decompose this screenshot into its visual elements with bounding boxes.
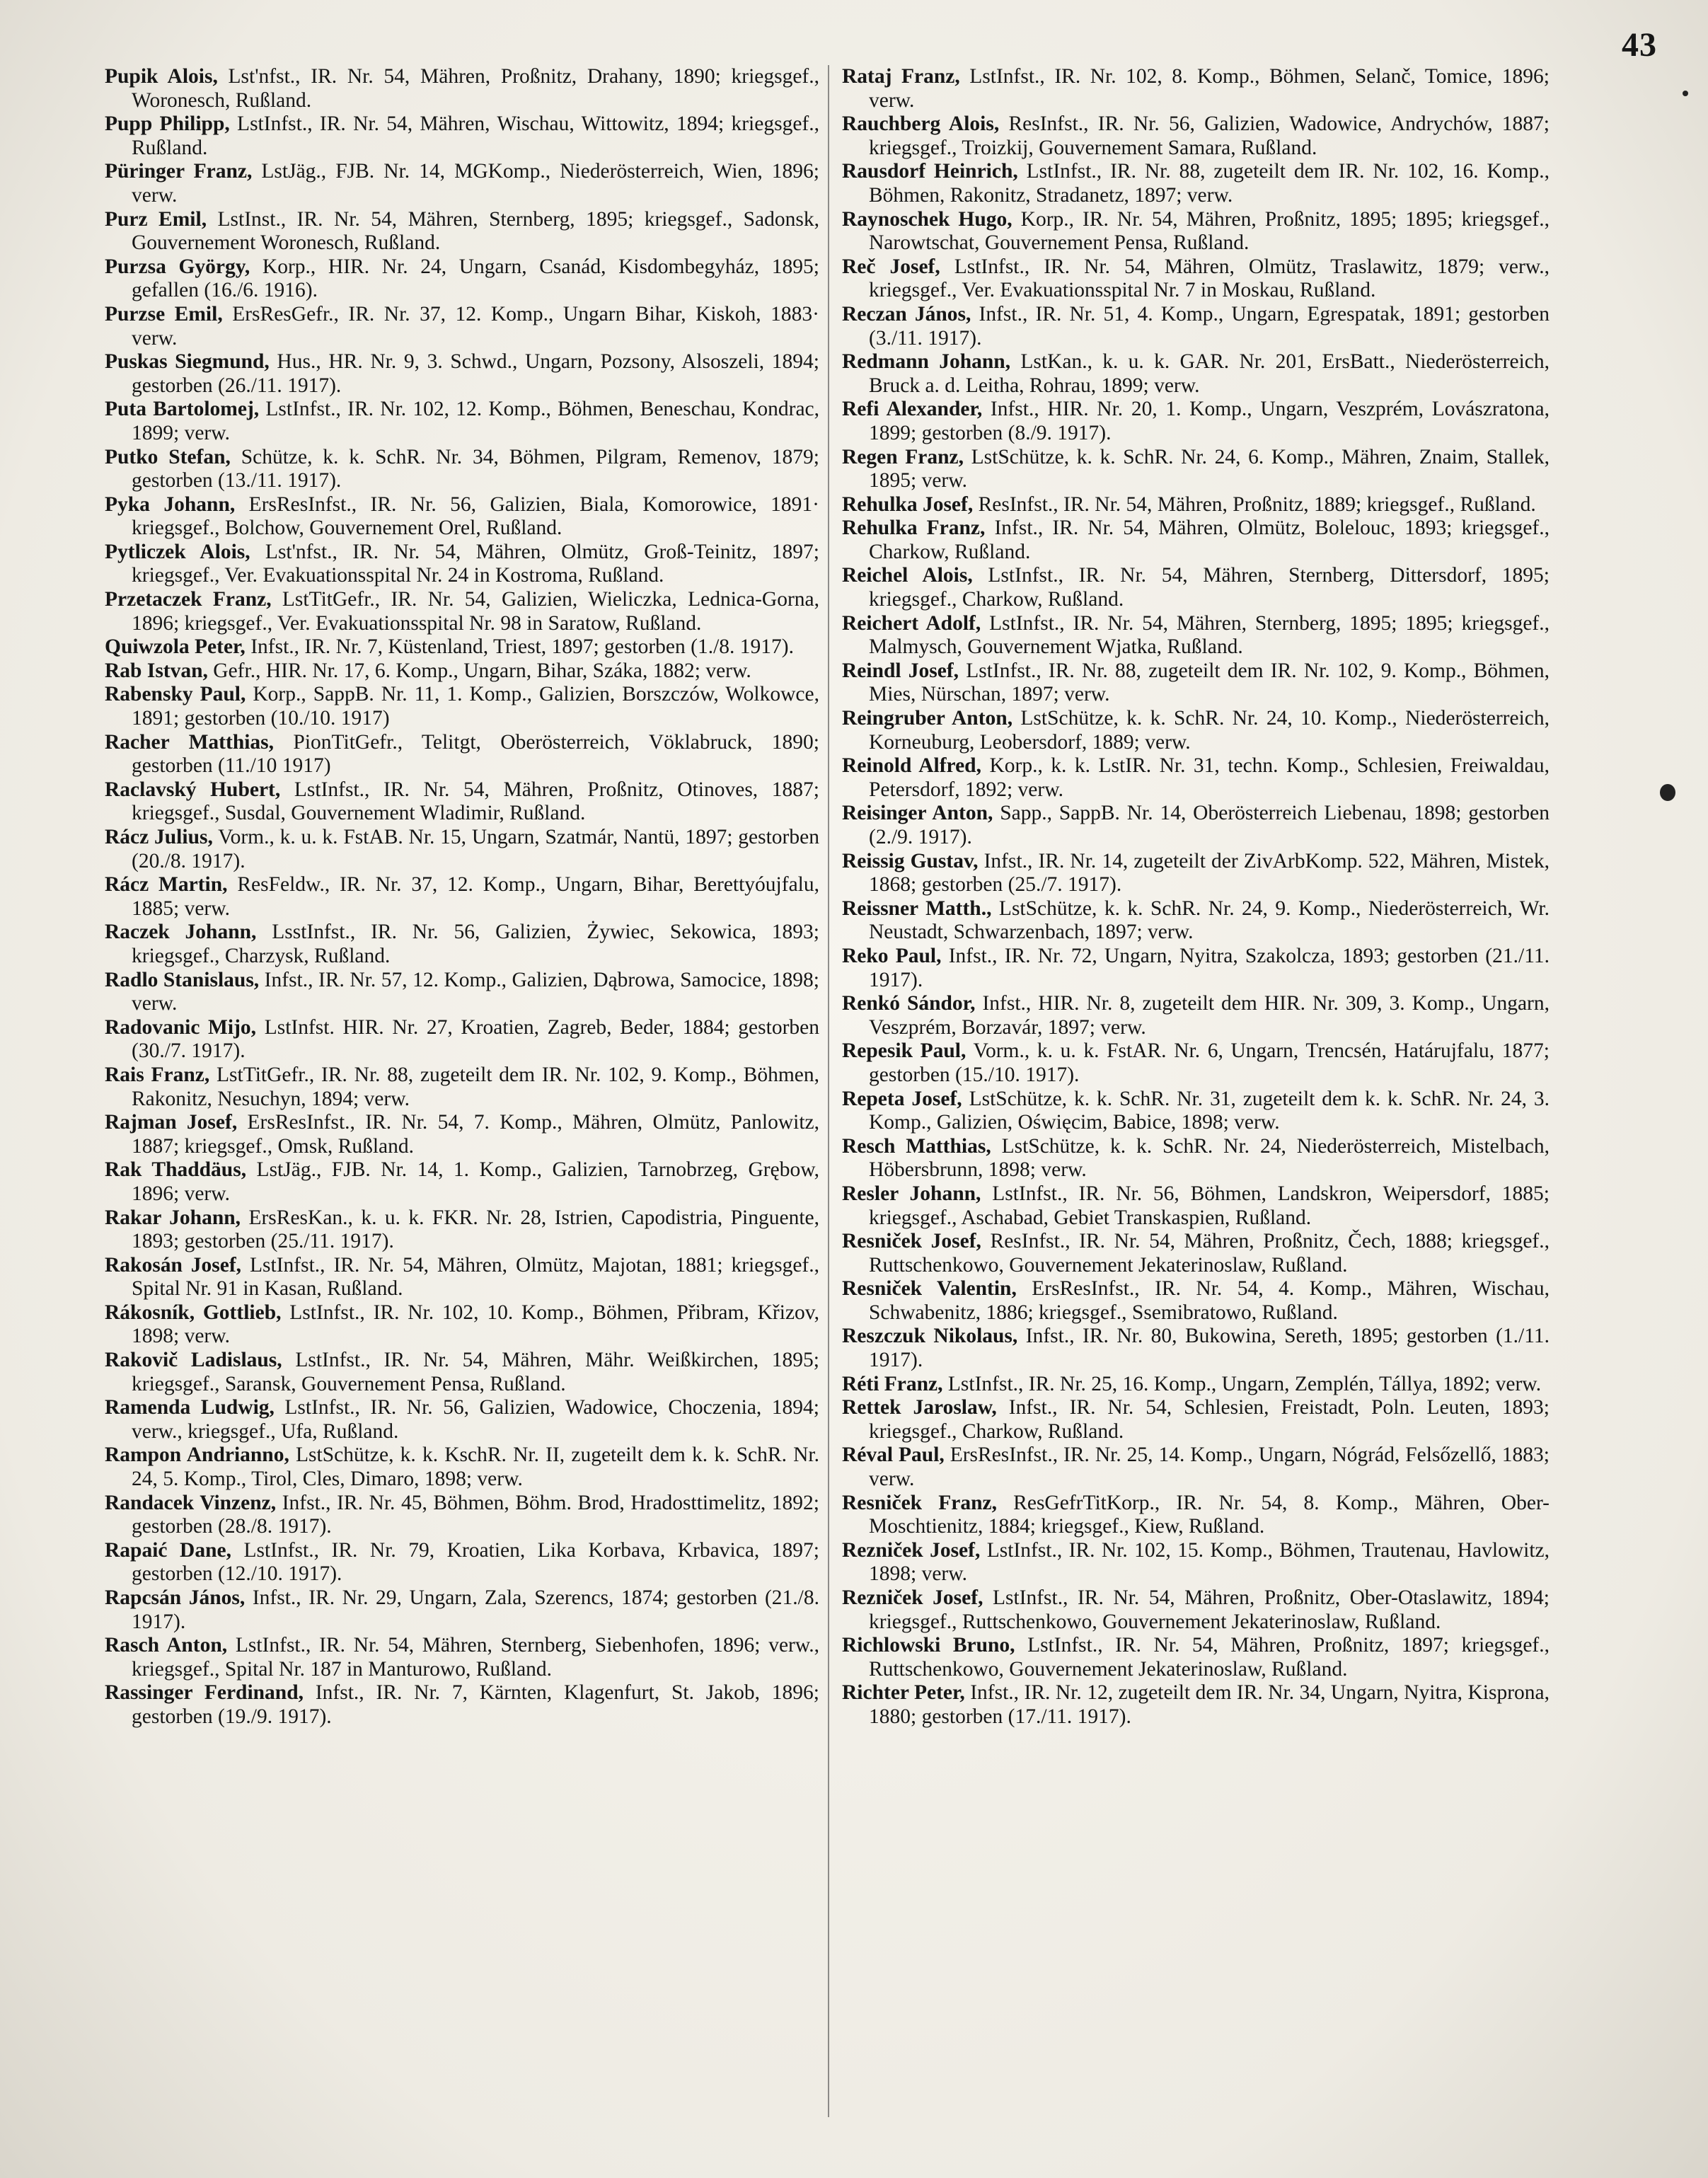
entry-name: Rácz Julius, <box>105 826 213 848</box>
entry-name: Renkó Sándor, <box>842 992 976 1015</box>
entry-name: Pytliczek Alois, <box>105 540 250 563</box>
register-entry <box>842 1634 1550 1681</box>
entry-name: Rakosán Josef, <box>105 1253 242 1277</box>
register-entry <box>105 1111 819 1158</box>
entry-name: Reissner Matth., <box>842 897 992 920</box>
entry-details: Infst., IR. Nr. 45, Böhmen, Böhm. Brod, Hradosttimelitz, 1892; gestorben (28./8. 1917). <box>132 1491 819 1538</box>
entry-details: ResInfst., IR. Nr. 54, Mähren, Proßnitz, 1889; kriegsgef., Rußland. <box>973 492 1536 516</box>
entry-name: Rapaić Dane, <box>105 1538 231 1562</box>
register-entry <box>105 969 819 1016</box>
entry-details: Korp., IR. Nr. 54, Mähren, Proßnitz, 1895; 1895; kriegsgef., Narowtschat, Gouvernement Pensa, Rußland. <box>869 207 1550 255</box>
entry-name: Rácz Martin, <box>105 873 228 897</box>
entry-details: PionTitGefr., Telitgt, Oberösterreich, Vöklabruck, 1890; gestorben (11./10 1917) <box>132 730 819 778</box>
entry-name: Rajman Josef, <box>105 1111 238 1134</box>
entry-details: Gefr., HIR. Nr. 17, 6. Komp., Ungarn, Bihar, Száka, 1882; verw. <box>207 659 751 682</box>
entry-name: Purzse Emil, <box>105 302 223 325</box>
register-entry <box>842 897 1550 945</box>
entry-details: ErsResInfst., IR. Nr. 56, Galizien, Biala, Komorowice, 1891· kriegsgef., Bolchow, Gouvernement Orel, Rußland. <box>132 492 819 540</box>
entry-name: Resniček Josef, <box>842 1230 981 1253</box>
entry-name: Rausdorf Heinrich, <box>842 160 1018 183</box>
entry-name: Putko Stefan, <box>105 445 231 468</box>
register-entry <box>842 850 1550 897</box>
left-column <box>105 65 819 1729</box>
register-entry <box>842 1277 1550 1325</box>
entry-name: Reichel Alois, <box>842 564 973 587</box>
entry-details: LstInfst., IR. Nr. 88, zugeteilt dem IR. Nr. 102, 16. Komp., Böhmen, Rakonitz, Stradanetz, 1897; verw. <box>869 160 1550 207</box>
entry-details: Infst., IR. Nr. 51, 4. Komp., Ungarn, Egrespatak, 1891; gestorben (3./11. 1917). <box>869 302 1550 350</box>
entry-name: Rákosník, Gottlieb, <box>105 1301 282 1324</box>
entry-details: LstInfst., IR. Nr. 102, 10. Komp., Böhmen, Přibram, Křizov, 1898; verw. <box>132 1301 820 1348</box>
register-entry <box>842 446 1550 493</box>
entry-name: Randacek Vinzenz, <box>105 1491 277 1514</box>
register-entry <box>842 1182 1550 1230</box>
entry-name: Réval Paul, <box>842 1444 945 1467</box>
entry-details: LstInfst., IR. Nr. 54, Mähren, Sternberg, Dittersdorf, 1895; kriegsgef., Charkow, Rußland. <box>869 564 1550 611</box>
entry-name: Radlo Stanislaus, <box>105 968 260 991</box>
register-entry <box>105 635 819 659</box>
entry-name: Reczan János, <box>842 302 971 325</box>
entry-name: Rapcsán János, <box>105 1586 246 1609</box>
register-entry <box>842 564 1550 611</box>
entry-details: LstInfst. HIR. Nr. 27, Kroatien, Zagreb, Beder, 1884; gestorben (30./7. 1917). <box>132 1015 819 1063</box>
entry-name: Rehulka Josef, <box>842 492 974 516</box>
entry-name: Reingruber Anton, <box>842 707 1013 730</box>
register-entry <box>105 1349 819 1396</box>
entry-details: LstInfst., IR. Nr. 25, 16. Komp., Ungarn, Zemplén, Tállya, 1892; verw. <box>942 1372 1542 1395</box>
register-entry <box>105 873 819 921</box>
entry-name: Resler Johann, <box>842 1182 981 1205</box>
entry-name: Resniček Franz, <box>842 1491 997 1514</box>
entry-name: Redmann Johann, <box>842 350 1011 374</box>
entry-details: ErsResKan., k. u. k. FKR. Nr. 28, Istrien, Capodistria, Pinguente, 1893; gestorben (25./11. 1917). <box>132 1206 819 1253</box>
entry-name: Puskas Siegmund, <box>105 350 270 374</box>
entry-details: LstTitGefr., IR. Nr. 54, Galizien, Wieliczka, Lednica-Gorna, 1896; kriegsgef., Ver. Evakuationsspital Nr. 98 in Saratow, Rußland. <box>132 588 819 635</box>
register-entry <box>105 398 819 445</box>
entry-details: LstInfst., IR. Nr. 54, Mähren, Proßnitz, 1897; kriegsgef., Ruttschenkowo, Gouvernement Jekaterinoslaw, Rußland. <box>869 1634 1550 1681</box>
entry-details: LstInfst., IR. Nr. 54, Mähren, Wischau, Wittowitz, 1894; kriegsgef., Rußland. <box>132 113 819 159</box>
entry-details: LstJäg., FJB. Nr. 14, 1. Komp., Galizien, Tarnobrzeg, Grębow, 1896; verw. <box>132 1158 819 1205</box>
page-number: 43 <box>1622 26 1657 64</box>
entry-details: Korp., SappB. Nr. 11, 1. Komp., Galizien, Borszczów, Wolkowce, 1891; gestorben (10./10. 1917) <box>132 683 819 730</box>
entry-details: LstInfst., IR. Nr. 56, Galizien, Wadowice, Choczenia, 1894; verw., kriegsgef., Ufa, Rußland. <box>132 1396 819 1443</box>
register-entry <box>105 826 819 873</box>
entry-details: LstInfst., IR. Nr. 54, Mähren, Proßnitz, Ober-Otaslawitz, 1894; kriegsgef., Ruttschenkowo, Gouvernement Jekaterinoslaw, Rußland. <box>869 1586 1550 1633</box>
entry-details: LstInfst., IR. Nr. 79, Kroatien, Lika Korbava, Krbavica, 1897; gestorben (12./10. 1917). <box>132 1538 819 1586</box>
entry-name: Rataj Franz, <box>842 65 960 88</box>
register-entry <box>105 541 819 588</box>
register-entry <box>842 707 1550 754</box>
entry-details: Infst., HIR. Nr. 8, zugeteilt dem HIR. Nr. 309, 3. Komp., Ungarn, Veszprém, Borzavár, 1897; verw. <box>869 992 1550 1039</box>
entry-details: LstInst., IR. Nr. 54, Mähren, Sternberg, 1895; kriegsgef., Sadonsk, Gouvernement Woronesch, Rußland. <box>132 207 820 255</box>
entry-details: Infst., IR. Nr. 54, Mähren, Olmütz, Bolelouc, 1893; kriegsgef., Charkow, Rußland. <box>869 517 1550 563</box>
register-entry <box>105 208 819 255</box>
register-entry <box>842 208 1550 255</box>
register-entry <box>105 731 819 778</box>
entry-name: Reindl Josef, <box>842 659 959 682</box>
entry-name: Repeta Josef, <box>842 1087 962 1110</box>
entry-details: LstSchütze, k. k. SchR. Nr. 24, 10. Komp., Niederösterreich, Korneuburg, Leobersdorf, 1889; verw. <box>869 707 1550 754</box>
entry-name: Rezniček Josef, <box>842 1538 981 1562</box>
register-entry <box>842 754 1550 802</box>
register-entry <box>842 113 1550 160</box>
entry-details: Infst., IR. Nr. 57, 12. Komp., Galizien, Dąbrowa, Samocice, 1898; verw. <box>132 968 820 1015</box>
entry-details: ResInfst., IR. Nr. 54, Mähren, Proßnitz, Čech, 1888; kriegsgef., Ruttschenkowo, Gouvernement Jekaterinoslaw, Rußland. <box>869 1230 1550 1277</box>
register-entry <box>105 1492 819 1539</box>
register-entry <box>842 612 1550 659</box>
register-entry <box>105 1681 819 1729</box>
register-entry <box>105 1539 819 1586</box>
register-entry <box>105 1444 819 1491</box>
entry-details: LstSchütze, k. k. SchR. Nr. 24, Niederösterreich, Mistelbach, Höbersbrunn, 1898; verw. <box>869 1134 1550 1182</box>
entry-details: LstInfst., IR. Nr. 102, 12. Komp., Böhmen, Beneschau, Kondrac, 1899; verw. <box>132 398 819 444</box>
entry-name: Reko Paul, <box>842 944 942 967</box>
entry-name: Quiwzola Peter, <box>105 635 246 659</box>
register-entry <box>105 1158 819 1206</box>
entry-name: Reissig Gustav, <box>842 849 979 872</box>
register-entry <box>105 350 819 398</box>
entry-details: ErsResGefr., IR. Nr. 37, 12. Komp., Ungarn Bihar, Kiskoh, 1883· verw. <box>132 302 819 350</box>
entry-name: Resniček Valentin, <box>842 1277 1017 1301</box>
entry-details: ErsResInfst., IR. Nr. 54, 7. Komp., Mähren, Olmütz, Panlowitz, 1887; kriegsgef., Omsk, Rußland. <box>132 1111 819 1158</box>
register-entry <box>842 1135 1550 1182</box>
entry-details: ErsResInfst., IR. Nr. 54, 4. Komp., Mähren, Wischau, Schwabenitz, 1886; kriegsgef., Ssemibratowo, Rußland. <box>869 1277 1550 1324</box>
entry-name: Püringer Franz, <box>105 160 253 183</box>
entry-details: LstInfst., IR. Nr. 54, Mähren, Olmütz, Majotan, 1881; kriegsgef., Spital Nr. 91 in Kasan, Rußland. <box>132 1253 819 1301</box>
register-entry <box>842 1586 1550 1634</box>
register-entry <box>842 1230 1550 1277</box>
entry-name: Rasch Anton, <box>105 1634 228 1657</box>
register-entry <box>105 588 819 635</box>
register-entry <box>105 160 819 207</box>
register-entry <box>842 65 1550 113</box>
register-entry <box>105 778 819 826</box>
register-entry <box>842 398 1550 445</box>
entry-details: LstSchütze, k. k. SchR. Nr. 31, zugeteilt dem k. k. SchR. Nr. 24, 3. Komp., Galizien, Oświęcim, Babice, 1898; verw. <box>869 1087 1550 1134</box>
right-column <box>842 65 1550 1729</box>
entry-details: Sapp., SappB. Nr. 14, Oberösterreich Liebenau, 1898; gestorben (2./9. 1917). <box>869 802 1550 848</box>
entry-name: Resch Matthias, <box>842 1134 991 1158</box>
register-entry <box>842 303 1550 350</box>
entry-name: Rezniček Josef, <box>842 1586 983 1609</box>
entry-name: Raczek Johann, <box>105 921 257 944</box>
register-entry <box>842 517 1550 564</box>
entry-name: Rauchberg Alois, <box>842 113 1000 136</box>
entry-name: Reč Josef, <box>842 255 940 278</box>
register-entry <box>842 1088 1550 1135</box>
entry-name: Rakar Johann, <box>105 1206 241 1229</box>
register-entry <box>105 255 819 303</box>
entry-name: Rak Thaddäus, <box>105 1158 247 1182</box>
entry-details: Infst., IR. Nr. 12, zugeteilt dem IR. Nr. 34, Ungarn, Nyitra, Kisprona, 1880; gestorben (17./11. 1917). <box>869 1681 1550 1728</box>
entry-details: ResInfst., IR. Nr. 56, Galizien, Wadowice, Andrychów, 1887; kriegsgef., Troizkij, Gouvernement Samara, Rußland. <box>869 113 1550 159</box>
register-entry <box>105 1301 819 1349</box>
entry-name: Raclavský Hubert, <box>105 778 281 801</box>
register-entry <box>842 802 1550 849</box>
register-entry <box>842 493 1550 517</box>
register-entry <box>105 1396 819 1444</box>
entry-details: ErsResInfst., IR. Nr. 25, 14. Komp., Ungarn, Nógrád, Felsőzellő, 1883; verw. <box>869 1444 1550 1491</box>
entry-name: Puta Bartolomej, <box>105 398 260 421</box>
entry-details: LstJäg., FJB. Nr. 14, MGKomp., Niederösterreich, Wien, 1896; verw. <box>132 160 819 207</box>
register-entry <box>842 350 1550 398</box>
entry-details: ResFeldw., IR. Nr. 37, 12. Komp., Ungarn, Bihar, Berettyóujfalu, 1885; verw. <box>132 873 819 920</box>
entry-details: LstSchütze, k. k. SchR. Nr. 24, 9. Komp., Niederösterreich, Wr. Neustadt, Schwarzenbach, 1897; verw. <box>869 897 1550 944</box>
entry-name: Pupp Philipp, <box>105 113 230 136</box>
entry-details: Infst., IR. Nr. 14, zugeteilt der ZivArbKomp. 522, Mähren, Mistek, 1868; gestorben (25./7. 1917). <box>869 849 1550 897</box>
entry-name: Reichert Adolf, <box>842 611 981 635</box>
entry-details: LsstInfst., IR. Nr. 56, Galizien, Żywiec, Sekowica, 1893; kriegsgef., Charzysk, Rußland. <box>132 921 820 967</box>
register-entry <box>105 1206 819 1254</box>
entry-name: Rassinger Ferdinand, <box>105 1681 304 1705</box>
entry-details: LstInfst., IR. Nr. 54, Mähren, Sternberg, 1895; 1895; kriegsgef., Malmysch, Gouvernement Wjatka, Rußland. <box>869 611 1550 659</box>
entry-details: Vorm., k. u. k. FstAB. Nr. 15, Ungarn, Szatmár, Nantü, 1897; gestorben (20./8. 1917). <box>132 826 819 872</box>
entry-details: ResGefrTitKorp., IR. Nr. 54, 8. Komp., Mähren, Ober-Moschtienitz, 1884; kriegsgef., Kiew, Rußland. <box>869 1491 1550 1538</box>
entry-details: LstSchütze, k. k. SchR. Nr. 24, 6. Komp., Mähren, Znaim, Stallek, 1895; verw. <box>869 445 1550 492</box>
entry-details: Infst., IR. Nr. 80, Bukowina, Sereth, 1895; gestorben (1./11. 1917). <box>869 1325 1550 1372</box>
register-entry <box>842 1396 1550 1444</box>
entry-details: LstInfst., IR. Nr. 54, Mähren, Sternberg, Siebenhofen, 1896; verw., kriegsgef., Spital Nr. 187 in Manturowo, Rußland. <box>132 1634 819 1681</box>
register-entry <box>105 493 819 541</box>
entry-name: Rais Franz, <box>105 1063 210 1086</box>
entry-details: Infst., IR. Nr. 29, Ungarn, Zala, Szerencs, 1874; gestorben (21./8. 1917). <box>132 1586 820 1633</box>
entry-details: LstKan., k. u. k. GAR. Nr. 201, ErsBatt., Niederösterreich, Bruck a. d. Leitha, Rohrau, 1899; verw. <box>869 350 1550 397</box>
register-entry <box>842 1492 1550 1539</box>
register-entry <box>105 1016 819 1064</box>
entry-name: Rab Istvan, <box>105 659 208 682</box>
register-entry <box>105 65 819 113</box>
entry-details: LstInfst., IR. Nr. 54, Mähren, Mähr. Weißkirchen, 1895; kriegsgef., Saransk, Gouvernement Pensa, Rußland. <box>132 1349 820 1395</box>
entry-name: Refi Alexander, <box>842 398 983 421</box>
entry-name: Pyka Johann, <box>105 492 236 516</box>
register-entry <box>842 1039 1550 1087</box>
entry-details: Korp., HIR. Nr. 24, Ungarn, Csanád, Kisdombegyház, 1895; gefallen (16./6. 1916). <box>132 255 819 302</box>
entry-details: LstInfst., IR. Nr. 88, zugeteilt dem IR. Nr. 102, 9. Komp., Böhmen, Mies, Nürschan, 1897; verw. <box>869 659 1550 706</box>
register-entry <box>842 992 1550 1039</box>
entry-name: Purz Emil, <box>105 207 207 231</box>
register-entry <box>105 113 819 160</box>
entry-details: Vorm., k. u. k. FstAR. Nr. 6, Ungarn, Trencsén, Határujfalu, 1877; gestorben (15./10. 1917). <box>869 1039 1550 1086</box>
entry-details: LstInfst., IR. Nr. 54, Mähren, Proßnitz, Otinoves, 1887; kriegsgef., Susdal, Gouvernement Wladimir, Rußland. <box>132 778 819 825</box>
entry-details: LstInfst., IR. Nr. 102, 15. Komp., Böhmen, Trautenau, Havlowitz, 1898; verw. <box>869 1538 1550 1586</box>
entry-details: LstInfst., IR. Nr. 56, Böhmen, Landskron, Weipersdorf, 1885; kriegsgef., Aschabad, Gebiet Transkaspien, Rußland. <box>869 1182 1550 1229</box>
register-entry <box>842 160 1550 207</box>
register-entry <box>842 1681 1550 1729</box>
entry-details: Infst., IR. Nr. 72, Ungarn, Nyitra, Szakolcza, 1893; gestorben (21./11. 1917). <box>869 944 1550 991</box>
entry-name: Rampon Andrianno, <box>105 1444 289 1467</box>
entry-details: LstInfst., IR. Nr. 54, Mähren, Olmütz, Traslawitz, 1879; verw., kriegsgef., Ver. Evakuationsspital Nr. 7 in Moskau, Rußland. <box>869 255 1550 302</box>
register-entry <box>842 1325 1550 1372</box>
print-speck <box>1683 91 1688 96</box>
register-entry <box>105 1064 819 1111</box>
entry-details: Korp., k. k. LstIR. Nr. 31, techn. Komp., Schlesien, Freiwaldau, Petersdorf, 1892; verw. <box>869 754 1550 801</box>
register-entry <box>105 659 819 684</box>
entry-name: Rehulka Franz, <box>842 517 986 540</box>
entry-details: Infst., HIR. Nr. 20, 1. Komp., Ungarn, Veszprém, Lovászratona, 1899; gestorben (8./9. 1917). <box>869 398 1550 444</box>
entry-name: Repesik Paul, <box>842 1039 966 1063</box>
register-entry <box>842 659 1550 707</box>
entry-details: Lst'nfst., IR. Nr. 54, Mähren, Proßnitz, Drahany, 1890; kriegsgef., Woronesch, Rußland. <box>132 65 820 112</box>
entry-name: Rettek Jaroslaw, <box>842 1396 997 1419</box>
entry-name: Ramenda Ludwig, <box>105 1396 275 1419</box>
entry-name: Reszczuk Nikolaus, <box>842 1325 1018 1348</box>
entry-name: Pupik Alois, <box>105 65 218 88</box>
column-divider <box>828 65 829 2117</box>
register-entry <box>105 921 819 968</box>
entry-name: Rakovič Ladislaus, <box>105 1349 282 1372</box>
entry-name: Rabensky Paul, <box>105 683 246 706</box>
register-entry <box>842 1444 1550 1491</box>
entry-details: Schütze, k. k. SchR. Nr. 34, Böhmen, Pilgram, Remenov, 1879; gestorben (13./11. 1917). <box>132 445 819 492</box>
entry-name: Reinold Alfred, <box>842 754 981 778</box>
entry-name: Raynoschek Hugo, <box>842 207 1012 231</box>
register-entry <box>842 1539 1550 1586</box>
register-entry <box>105 1254 819 1301</box>
entry-name: Richter Peter, <box>842 1681 965 1705</box>
entry-details: Infst., IR. Nr. 54, Schlesien, Freistadt, Poln. Leuten, 1893; kriegsgef., Charkow, Rußland. <box>869 1396 1550 1443</box>
entry-details: Hus., HR. Nr. 9, 3. Schwd., Ungarn, Pozsony, Alsoszeli, 1894; gestorben (26./11. 1917). <box>132 350 819 397</box>
entry-details: LstSchütze, k. k. KschR. Nr. II, zugeteilt dem k. k. SchR. Nr. 24, 5. Komp., Tirol, Cles, Dimaro, 1898; verw. <box>132 1444 819 1491</box>
entry-name: Purzsa György, <box>105 255 250 278</box>
register-entry <box>105 303 819 350</box>
register-entry <box>105 1634 819 1681</box>
entry-details: Infst., IR. Nr. 7, Küstenland, Triest, 1897; gestorben (1./8. 1917). <box>245 635 794 659</box>
register-entry <box>105 1586 819 1634</box>
entry-name: Racher Matthias, <box>105 730 275 754</box>
entry-name: Reisinger Anton, <box>842 802 993 825</box>
entry-details: LstTitGefr., IR. Nr. 88, zugeteilt dem IR. Nr. 102, 9. Komp., Böhmen, Rakonitz, Nesuchyn, 1894; verw. <box>132 1063 820 1110</box>
entry-name: Réti Franz, <box>842 1372 943 1395</box>
register-entry <box>842 255 1550 303</box>
entry-name: Regen Franz, <box>842 445 964 468</box>
register-entry <box>842 1373 1550 1397</box>
entry-name: Przetaczek Franz, <box>105 588 272 611</box>
entry-name: Richlowski Bruno, <box>842 1634 1015 1657</box>
register-entry <box>842 945 1550 992</box>
print-speck <box>1660 784 1675 801</box>
register-entry <box>105 446 819 493</box>
entry-details: Infst., IR. Nr. 7, Kärnten, Klagenfurt, St. Jakob, 1896; gestorben (19./9. 1917). <box>132 1681 819 1728</box>
entry-details: LstInfst., IR. Nr. 102, 8. Komp., Böhmen, Selanč, Tomice, 1896; verw. <box>869 65 1550 112</box>
entry-name: Radovanic Mijo, <box>105 1015 257 1039</box>
entry-details: Lst'nfst., IR. Nr. 54, Mähren, Olmütz, Groß-Teinitz, 1897; kriegsgef., Ver. Evakuationsspital Nr. 24 in Kostroma, Rußland. <box>132 540 819 587</box>
register-entry <box>105 683 819 730</box>
